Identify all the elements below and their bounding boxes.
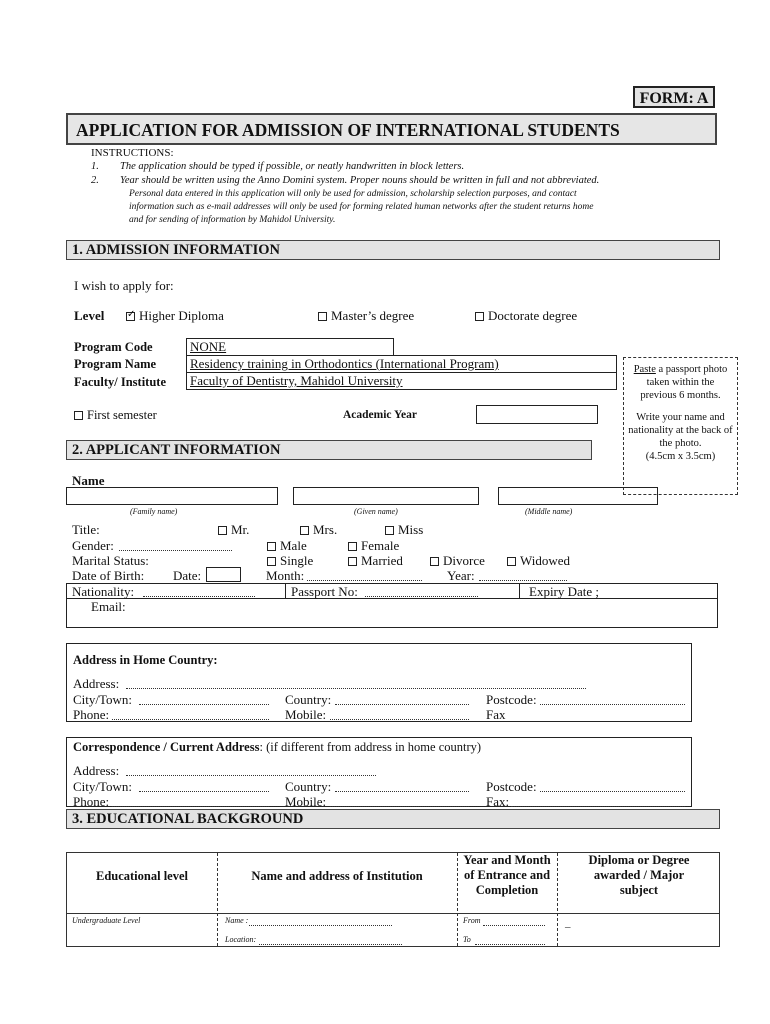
checkbox-icon[interactable] <box>267 557 276 566</box>
page-title: APPLICATION FOR ADMISSION OF INTERNATIONAL STUDENTS <box>66 113 717 145</box>
marital-widowed[interactable] <box>507 553 570 569</box>
photo-instruction-1: a passport photo taken within the previous 6 months. <box>640 364 728 401</box>
home-address-field[interactable] <box>126 676 586 689</box>
title-mr[interactable] <box>218 522 249 538</box>
program-code-label: Program Code <box>74 340 153 354</box>
corr-mobile-field[interactable] <box>330 794 469 807</box>
checkbox-icon[interactable] <box>267 542 276 551</box>
academic-year-field[interactable] <box>476 405 598 424</box>
corr-country-label: Country: <box>285 779 332 794</box>
corr-address-field[interactable] <box>126 763 376 776</box>
dob-label: Date of Birth: <box>72 568 145 583</box>
program-code-field[interactable]: NONE <box>186 338 394 356</box>
level-doctorate-label: Doctorate degree <box>488 308 578 323</box>
marital-married[interactable] <box>348 553 403 569</box>
level-higher-diploma[interactable] <box>126 308 224 324</box>
gender-field[interactable] <box>119 538 232 551</box>
marital-widowed-label: Widowed <box>520 553 571 568</box>
home-mobile-field[interactable] <box>330 707 469 720</box>
home-address-label: Address: <box>73 676 120 691</box>
instruction-cont-1: Personal data entered in this application will only be used for admission, scholarship selection purposes, and contact <box>129 189 577 199</box>
dob-year-label: Year: <box>447 568 475 583</box>
checkbox-icon[interactable] <box>74 411 83 420</box>
correspondence-note: : (if different from address in home country) <box>259 740 482 754</box>
instruction-text-1: The application should be typed if possible, or neatly handwritten in block letters. <box>120 161 465 172</box>
name-label: Name <box>72 473 105 488</box>
form-tag: FORM: A <box>633 86 715 108</box>
photo-size: (4.5cm x 3.5cm) <box>645 451 716 462</box>
column-divider <box>217 853 218 946</box>
title-miss-label: Miss <box>398 522 424 537</box>
corr-address-label: Address: <box>73 763 120 778</box>
row-to-label: To <box>463 935 471 944</box>
corr-fax-field[interactable] <box>511 794 685 807</box>
correspondence-title: Correspondence / Current Address <box>73 740 260 754</box>
instruction-num-2: 2. <box>91 175 99 186</box>
given-name-field[interactable] <box>293 487 479 505</box>
correspondence-heading <box>73 740 481 755</box>
gender-female-label: Female <box>361 538 400 553</box>
corr-postcode-label: Postcode: <box>486 779 537 794</box>
title-label: Title: <box>72 522 100 537</box>
row-degree-dash[interactable]: _ <box>565 917 571 929</box>
title-mrs[interactable] <box>300 522 337 538</box>
corr-phone-field[interactable] <box>112 794 269 807</box>
photo-instruction-2: Write your name and nationality at the back of the photo. <box>628 412 733 449</box>
gender-label: Gender: <box>72 538 114 553</box>
corr-postcode-field[interactable] <box>540 779 685 792</box>
home-phone-label: Phone: <box>73 707 110 722</box>
home-phone-field[interactable] <box>112 707 269 720</box>
column-divider <box>557 853 558 946</box>
dob-month-label: Month: <box>266 568 305 583</box>
level-label: Level <box>74 308 105 323</box>
checkbox-icon[interactable] <box>475 312 484 321</box>
home-city-field[interactable] <box>139 692 269 705</box>
row-to-field[interactable] <box>475 935 545 945</box>
corr-mobile-label: Mobile: <box>285 794 327 809</box>
apply-for-label: I wish to apply for: <box>74 278 174 293</box>
nationality-field[interactable] <box>143 584 255 597</box>
program-name-field[interactable]: Residency training in Orthodontics (International Program) <box>186 355 617 373</box>
middle-name-caption: (Middle name) <box>525 507 573 516</box>
nationality-label: Nationality: <box>72 584 135 599</box>
corr-fax-label: Fax: <box>486 794 510 809</box>
corr-phone-label: Phone: <box>73 794 110 809</box>
dob-month-field[interactable] <box>307 568 422 581</box>
dob-date-label: Date: <box>173 568 202 583</box>
row-divider <box>67 913 719 914</box>
photo-paste-word: Paste <box>633 364 656 375</box>
level-masters-label: Master’s degree <box>331 308 415 323</box>
checkbox-icon[interactable] <box>300 526 309 535</box>
row-location-field[interactable] <box>259 935 402 945</box>
home-postcode-field[interactable] <box>540 692 685 705</box>
checkbox-icon[interactable] <box>318 312 327 321</box>
row-from-label: From <box>463 916 481 925</box>
first-semester-label: First semester <box>87 408 157 422</box>
checkbox-icon[interactable] <box>218 526 227 535</box>
passport-field[interactable] <box>365 584 478 597</box>
program-name-label: Program Name <box>74 357 157 371</box>
home-country-field[interactable] <box>335 692 469 705</box>
header-year-month: Year and Month of Entrance and Completion <box>463 853 551 897</box>
academic-year-label: Academic Year <box>343 409 417 421</box>
education-table <box>66 852 720 947</box>
section-applicant-info: 2. APPLICANT INFORMATION <box>66 440 592 460</box>
first-semester-option[interactable] <box>74 408 157 423</box>
checkbox-icon[interactable] <box>348 557 357 566</box>
marital-single-label: Single <box>280 553 314 568</box>
divider <box>285 583 286 598</box>
dob-year-field[interactable] <box>479 568 567 581</box>
level-higher-diploma-label: Higher Diploma <box>139 308 224 323</box>
row-name-field[interactable] <box>249 916 392 926</box>
home-postcode-label: Postcode: <box>486 692 537 707</box>
section-educational-background: 3. EDUCATIONAL BACKGROUND <box>66 809 720 829</box>
marital-divorce-label: Divorce <box>443 553 485 568</box>
gender-male[interactable] <box>267 538 307 554</box>
dob-date-field[interactable] <box>206 567 241 582</box>
passport-photo-box <box>623 357 738 495</box>
expiry-label: Expiry Date ; <box>529 584 600 599</box>
home-mobile-label: Mobile: <box>285 707 327 722</box>
level-masters[interactable] <box>318 308 414 324</box>
marital-single[interactable] <box>267 553 313 569</box>
divider <box>66 598 718 599</box>
email-label: Email: <box>91 599 126 614</box>
row-name-label: Name : <box>225 916 249 925</box>
row-location-label: Location: <box>225 935 257 944</box>
checkbox-icon[interactable] <box>507 557 516 566</box>
faculty-field[interactable]: Faculty of Dentistry, Mahidol University <box>186 372 617 390</box>
header-educational-level: Educational level <box>95 869 189 883</box>
middle-name-field[interactable] <box>498 487 658 505</box>
home-city-label: City/Town: <box>73 692 133 707</box>
instruction-num-1: 1. <box>91 161 99 172</box>
instruction-cont-3: and for sending of information by Mahidol University. <box>129 215 336 225</box>
marital-divorce[interactable] <box>430 553 485 569</box>
level-doctorate[interactable] <box>475 308 577 324</box>
home-address-title: Address in Home Country: <box>73 653 218 667</box>
header-institution: Name and address of Institution <box>251 869 423 883</box>
gender-male-label: Male <box>280 538 307 553</box>
marital-married-label: Married <box>361 553 403 568</box>
header-diploma: Diploma or Degree awarded / Major subject <box>588 853 690 897</box>
home-fax-label: Fax <box>486 707 506 722</box>
title-mrs-label: Mrs. <box>313 522 338 537</box>
instruction-text-2: Year should be written using the Anno Domini system. Proper nouns should be written in full and not abbreviated. <box>120 175 600 186</box>
row-from-field[interactable] <box>483 916 545 926</box>
corr-country-field[interactable] <box>335 779 469 792</box>
section-admission-info: 1. ADMISSION INFORMATION <box>66 240 720 260</box>
instructions-heading: INSTRUCTIONS: <box>91 147 174 159</box>
family-name-field[interactable] <box>66 487 278 505</box>
instruction-cont-2: information such as e-mail addresses will only be used for forming related human networks after the student returns home <box>129 202 594 212</box>
family-name-caption: (Family name) <box>130 507 178 516</box>
passport-label: Passport No: <box>291 584 358 599</box>
checkbox-icon[interactable] <box>385 526 394 535</box>
corr-city-field[interactable] <box>139 779 269 792</box>
checkbox-icon[interactable] <box>348 542 357 551</box>
divider <box>519 583 520 598</box>
faculty-label: Faculty/ Institute <box>74 375 167 389</box>
marital-label: Marital Status: <box>72 553 149 568</box>
column-divider <box>457 853 458 946</box>
corr-city-label: City/Town: <box>73 779 133 794</box>
checkbox-checked-icon[interactable] <box>126 312 135 321</box>
home-country-label: Country: <box>285 692 332 707</box>
checkbox-icon[interactable] <box>430 557 439 566</box>
title-mr-label: Mr. <box>231 522 250 537</box>
row-level: Undergraduate Level <box>72 916 141 925</box>
title-miss[interactable] <box>385 522 423 538</box>
gender-female[interactable] <box>348 538 399 554</box>
given-name-caption: (Given name) <box>354 507 398 516</box>
